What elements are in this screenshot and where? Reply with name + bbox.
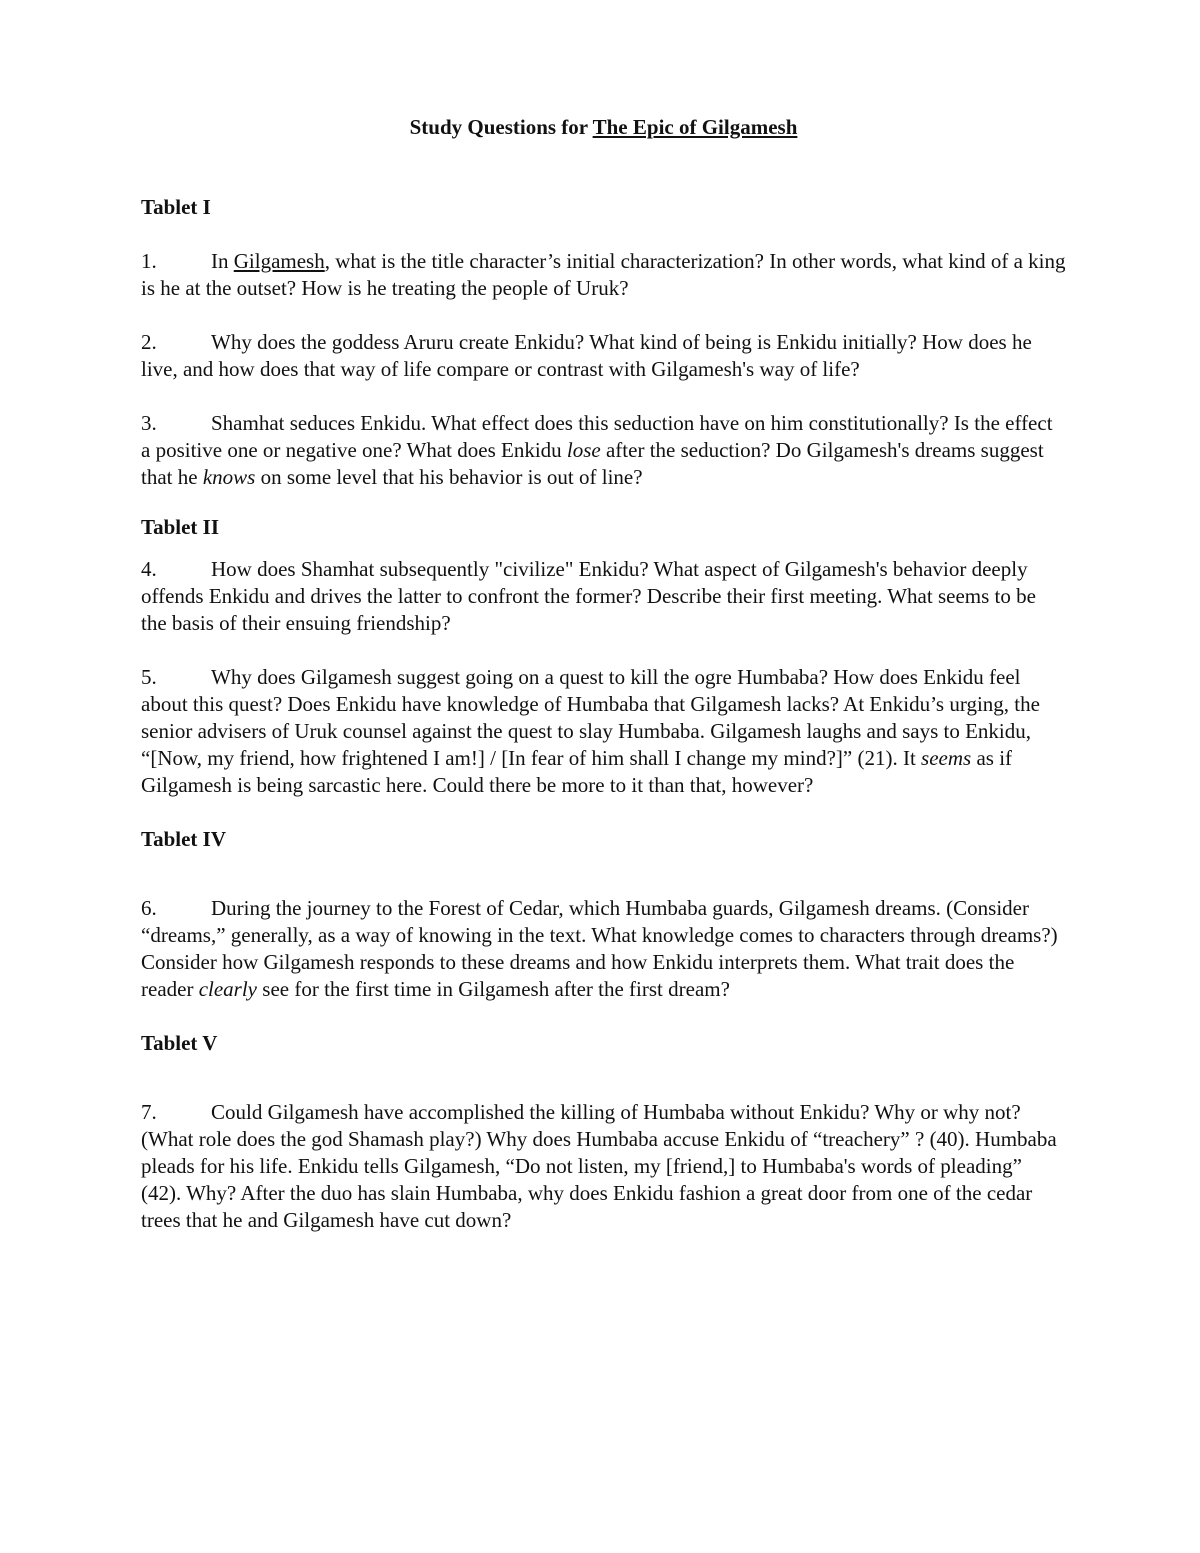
question-number: 7. — [141, 1100, 157, 1124]
question-text-italic: seems — [921, 746, 972, 770]
question-text: as if Gilgamesh is being sarcastic here. Could there be more to it than that, however? — [141, 746, 1013, 797]
question-6 — [141, 895, 1066, 1003]
question-text: Shamhat seduces Enkidu. What effect does this seduction have on him constitutionally? Is the effect a positive one or negative one? What does Enkidu — [141, 411, 1053, 462]
question-text: During the journey to the Forest of Cedar, which Humbaba guards, Gilgamesh dreams. (Consider “dreams,” generally, as a way of knowing in the text. What knowledge comes to characters through dreams?) Consider how Gilgamesh responds to these dreams and how Enkidu interprets them. What trait does the reader — [141, 896, 1058, 1001]
question-text: How does Shamhat subsequently "civilize" Enkidu? What aspect of Gilgamesh's behavior deeply offends Enkidu and drives the latter to confront the former? Describe their first meeting. What seems to be the basis of their ensuing friendship? — [141, 557, 1036, 635]
section-heading-tablet-i: Tablet I — [141, 195, 211, 219]
title-prefix: Study Questions for — [409, 115, 593, 139]
document-title — [141, 114, 1066, 144]
question-5 — [141, 664, 1066, 799]
section-heading-tablet-v: Tablet V — [141, 1031, 218, 1055]
question-number: 2. — [141, 330, 157, 354]
question-number: 4. — [141, 557, 157, 581]
question-3 — [141, 410, 1066, 491]
question-2 — [141, 329, 1066, 383]
question-text: In — [211, 249, 234, 273]
question-text: , what is the title character’s initial characterization? In other words, what kind of a king is he at the outset? How is he treating the people of Uruk? — [141, 249, 1066, 300]
question-text: Could Gilgamesh have accomplished the killing of Humbaba without Enkidu? Why or why not? (What role does the god Shamash play?) Why does Humbaba accuse Enkidu of “treachery” ? (40). Humbaba pleads for his life. Enkidu tells Gilgamesh, “Do not listen, my [friend,] to Humbaba's words of pleading” (42). Why? After the duo has slain Humbaba, why does Enkidu fashion a great door from one of the cedar trees that he and Gilgamesh have cut down? — [141, 1100, 1057, 1232]
question-text: Why does Gilgamesh suggest going on a quest to kill the ogre Humbaba? How does Enkidu feel about this quest? Does Enkidu have knowledge of Humbaba that Gilgamesh lacks? At Enkidu’s urging, the senior advisers of Uruk counsel against the quest to slay Humbaba. Gilgamesh laughs and says to Enkidu, “[Now, my friend, how frightened I am!] / [In fear of him shall I change my mind?]” (21). It — [141, 665, 1040, 770]
question-number: 5. — [141, 665, 157, 689]
question-text-italic: lose — [566, 438, 601, 462]
question-text-italic: knows — [202, 465, 256, 489]
question-text-underlined: Gilgamesh — [233, 249, 325, 273]
question-number: 3. — [141, 411, 157, 435]
question-text: after the seduction? Do Gilgamesh's dreams suggest that he — [141, 438, 1044, 489]
question-4 — [141, 556, 1066, 637]
question-number: 1. — [141, 249, 157, 273]
question-1 — [141, 248, 1066, 302]
question-7 — [141, 1099, 1066, 1234]
question-text: see for the first time in Gilgamesh after the first dream? — [257, 977, 730, 1001]
question-text-italic: clearly — [198, 977, 258, 1001]
section-heading-tablet-ii: Tablet II — [141, 515, 220, 539]
question-text: Why does the goddess Aruru create Enkidu? What kind of being is Enkidu initially? How does he live, and how does that way of life compare or contrast with Gilgamesh's way of life? — [141, 330, 1032, 381]
title-work: The Epic of Gilgamesh — [592, 115, 798, 139]
question-number: 6. — [141, 896, 157, 920]
question-text: on some level that his behavior is out of line? — [255, 465, 643, 489]
section-heading-tablet-iv: Tablet IV — [141, 827, 226, 851]
document-page — [141, 114, 1066, 1234]
